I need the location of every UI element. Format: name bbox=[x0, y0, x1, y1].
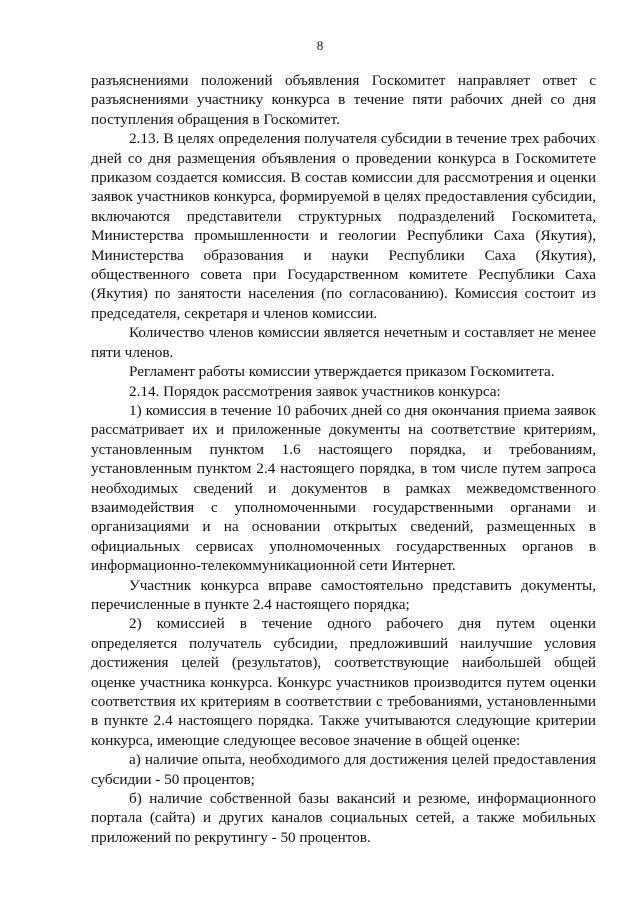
paragraph-participant-documents: Участник конкурса вправе самостоятельно представить документы, перечисленные в пункте 2.4 настоящего порядка; bbox=[91, 576, 596, 613]
page-number: 8 bbox=[316, 38, 324, 53]
paragraph-2-14: 2.14. Порядок рассмотрения заявок участников конкурса: bbox=[129, 382, 501, 400]
paragraph-continuation: разъяснениями положений объявления Госкомитет направляет ответ с разъяснениями участнику конкурса в течение пяти рабочих дней со дня поступления обращения в Госкомитет. bbox=[91, 72, 596, 128]
list-item-1: 1) комиссия в течение 10 рабочих дней со дня окончания приема заявок рассматривает их и приложенные документы на соответствие критериям, установленным пунктом 1.6 настоящего порядка, и требованиям, установленным пунктом 2.4 настоящего порядка, в том числе путем запроса необходимых сведений и документов в рамках межведомственного взаимодействия с уполномоченными государственными органами и организациями и на основании открытых сведений, размещенных в официальных сервисах уполномоченных государственных органов в информационно-телекоммуникационной сети Интернет. bbox=[91, 401, 596, 575]
paragraph-commission-size: Количество членов комиссии является нечетным и составляет не менее пяти членов. bbox=[91, 324, 596, 361]
paragraph-2-13: 2.13. В целях определения получателя субсидии в течение трех рабочих дней со дня размещения объявления о проведении конкурса в Госкомитете приказом создается комиссия. В состав комиссии для рассмотрения и оценки заявок участников конкурса, формируемой в целях предоставления субсидии, включаются представители структурных подразделений Госкомитета, Министерства промышленности и геологии Республики Саха (Якутия), Министерства образования и науки Республики Саха (Якутия), общественного совета при Государственном комитете Республики Саха (Якутия) по занятости населения (по согласованию). Комиссия состоит из председателя, секретаря и членов комиссии. bbox=[91, 130, 596, 322]
paragraph-commission-regulation: Регламент работы комиссии утверждается приказом Госкомитета. bbox=[129, 363, 555, 381]
list-item-2: 2) комиссией в течение одного рабочего дня путем оценки определяется получатель субсидии, предложивший наилучшие условия достижения целей (результатов), соответствующие наибольшей общей оценке участника конкурса. Конкурс участников производится путем оценки соответствия их критериям в соответствии с требованиями, установленными в пункте 2.4 настоящего порядка. Также учитываются следующие критерии конкурса, имеющие следующее весовое значение в общей оценке: bbox=[91, 615, 596, 749]
criterion-a: а) наличие опыта, необходимого для достижения целей предоставления субсидии - 50 процентов; bbox=[91, 751, 596, 788]
document-body bbox=[91, 71, 596, 847]
criterion-b: б) наличие собственной базы вакансий и резюме, информационного портала (сайта) и других каналов социальных сетей, а также мобильных приложений по рекрутингу - 50 процентов. bbox=[91, 790, 596, 846]
